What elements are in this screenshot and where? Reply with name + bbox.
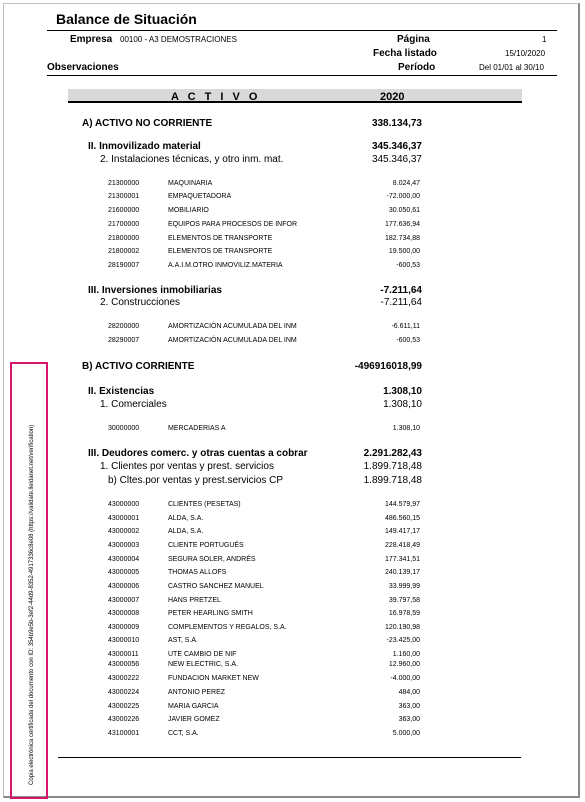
page-title: Balance de Situación: [56, 11, 197, 27]
account-description: CASTRO SANCHEZ MANUEL: [168, 583, 264, 590]
header-rule: [47, 75, 557, 76]
account-description: MARIA GARCIA: [168, 703, 219, 710]
subgroup-label: 2. Instalaciones técnicas, y otro inm. mat.: [100, 154, 284, 165]
account-amount: 182.734,88: [384, 235, 420, 242]
fecha-value: 15/10/2020: [505, 49, 546, 58]
account-code: 43000009: [108, 624, 140, 631]
activo-header-bar: [68, 89, 522, 103]
account-amount: 19.500,00: [388, 248, 420, 255]
section-amount: 338.134,73: [371, 118, 422, 129]
certification-text: Copia electrónica certificada del documento con ID: 354b9e5b-3ef2-44d9-8352-4917336c8e08 (https://validate.lleidanet.net/verification): [29, 424, 35, 785]
empresa-value: 00100 - A3 DEMOSTRACIONES: [120, 35, 237, 44]
account-amount: 149.417,17: [384, 528, 420, 535]
account-amount: 33.999,99: [388, 583, 420, 590]
account-code: 21300000: [108, 180, 140, 187]
account-amount: 8.024,47: [392, 180, 420, 187]
account-code: 28190007: [108, 262, 140, 269]
account-code: 21800000: [108, 235, 140, 242]
account-amount: -600,53: [396, 337, 420, 344]
account-amount: 486.560,15: [384, 515, 420, 522]
pagina-value: 1: [542, 35, 547, 44]
account-amount: -4.000,00: [390, 675, 420, 682]
account-description: JAVIER GOMEZ: [168, 716, 220, 723]
account-code: 28200000: [108, 323, 140, 330]
subgroup-label: b) Cltes.por ventas y prest.servicios CP: [108, 475, 284, 486]
group-heading: II. Existencias: [88, 386, 155, 397]
account-description: THOMAS ALLOFS: [168, 569, 227, 576]
subgroup-amount: -7.211,64: [380, 297, 422, 308]
account-amount: -23.425,00: [386, 637, 420, 644]
account-code: 43000006: [108, 583, 140, 590]
account-description: AMORTIZACIÓN ACUMULADA DEL INM: [168, 337, 297, 344]
subgroup-amount: 1.899.718,48: [363, 475, 422, 486]
account-code: 43000226: [108, 716, 140, 723]
subgroup-amount: 1.308,10: [383, 399, 422, 410]
account-amount: 12.960,00: [388, 661, 420, 668]
account-code: 43000222: [108, 675, 140, 682]
account-description: CLIENTE PORTUGUÉS: [168, 542, 244, 549]
account-amount: -6.611,11: [391, 323, 420, 330]
account-description: MERCADERIAS A: [168, 425, 226, 432]
section-heading: B) ACTIVO CORRIENTE: [82, 361, 195, 372]
account-code: 28290007: [108, 337, 140, 344]
account-code: 43000002: [108, 528, 140, 535]
account-amount: 1.160,00: [392, 651, 420, 658]
account-description: ALDA, S.A.: [168, 528, 204, 535]
account-amount: -72.000,00: [386, 193, 420, 200]
account-amount: 228.418,49: [384, 542, 420, 549]
account-amount: 177.636,94: [384, 221, 420, 228]
account-code: 21300001: [108, 193, 140, 200]
account-code: 43100001: [108, 730, 140, 737]
group-heading: III. Deudores comerc. y otras cuentas a cobrar: [88, 448, 308, 459]
account-amount: 363,00: [398, 703, 420, 710]
account-description: HANS PRETZEL: [168, 597, 221, 604]
account-description: NEW ELECTRIC, S.A.: [168, 661, 239, 668]
account-code: 43000011: [108, 651, 139, 658]
account-amount: -600,53: [396, 262, 420, 269]
pagina-label: Página: [397, 34, 430, 45]
account-amount: 177.341,51: [384, 556, 420, 563]
account-amount: 120.190,98: [384, 624, 420, 631]
group-amount: 1.308,10: [383, 386, 422, 397]
account-description: UTE CAMBIO DE NIF: [168, 651, 237, 658]
fecha-label: Fecha listado: [373, 48, 437, 59]
year-heading: 2020: [380, 91, 405, 103]
account-description: AST, S.A.: [168, 637, 198, 644]
account-amount: 363,00: [398, 716, 420, 723]
group-amount: 345.346,37: [371, 141, 422, 152]
account-code: 21800002: [108, 248, 140, 255]
account-description: FUNDACION MARKET NEW: [168, 675, 259, 682]
section-heading: A) ACTIVO NO CORRIENTE: [82, 118, 213, 129]
account-amount: 240.139,17: [384, 569, 420, 576]
account-description: AMORTIZACIÓN ACUMULADA DEL INM: [168, 323, 297, 330]
section-amount: -496916018,99: [354, 361, 422, 372]
account-amount: 39.797,58: [388, 597, 420, 604]
account-amount: 5.000,00: [392, 730, 420, 737]
account-description: EQUIPOS PARA PROCESOS DE INFOR: [168, 221, 298, 228]
account-code: 43000004: [108, 556, 140, 563]
observaciones-label: Observaciones: [47, 62, 119, 73]
account-code: 43000007: [108, 597, 140, 604]
account-description: CCT, S.A.: [168, 730, 199, 737]
group-heading: III. Inversiones inmobiliarias: [88, 285, 222, 296]
account-description: MAQUINARIA: [168, 180, 213, 187]
account-code: 21700000: [108, 221, 140, 228]
subgroup-label: 1. Comerciales: [100, 399, 167, 410]
account-code: 43000010: [108, 637, 140, 644]
account-code: 43000001: [108, 515, 140, 522]
account-description: COMPLEMENTOS Y REGALOS, S.A.: [168, 624, 287, 631]
account-description: ALDA, S.A.: [168, 515, 204, 522]
account-code: 43000224: [108, 689, 140, 696]
empresa-label: Empresa: [70, 34, 113, 45]
bottom-rule: [58, 757, 521, 758]
account-amount: 144.579,97: [384, 501, 420, 508]
subgroup-amount: 1.899.718,48: [363, 461, 422, 472]
account-code: 43000005: [108, 569, 140, 576]
account-description: MOBILIARIO: [168, 207, 209, 214]
account-description: EMPAQUETADORA: [168, 193, 232, 200]
group-amount: 2.291.282,43: [363, 448, 422, 459]
account-description: ANTONIO PEREZ: [168, 689, 226, 696]
periodo-label: Período: [398, 62, 436, 73]
subgroup-label: 2. Construcciones: [100, 297, 181, 308]
account-description: ELEMENTOS DE TRANSPORTE: [168, 248, 273, 255]
account-code: 43000056: [108, 661, 140, 668]
group-heading: II. Inmovilizado material: [88, 141, 201, 152]
account-code: 30000000: [108, 425, 140, 432]
account-description: PETER HEARLING SMITH: [168, 610, 253, 617]
account-amount: 1.308,10: [392, 425, 420, 432]
subgroup-amount: 345.346,37: [371, 154, 422, 165]
title-rule: [47, 30, 557, 31]
account-code: 43000003: [108, 542, 140, 549]
account-description: A.A.I.M.OTRO INMOVILIZ.MATERIA: [168, 262, 283, 269]
account-description: CLIENTES (PESETAS): [168, 501, 241, 508]
account-description: SEGURA SOLER, ANDRÉS: [168, 556, 256, 563]
account-amount: 30.050,61: [388, 207, 420, 214]
subgroup-label: 1. Clientes por ventas y prest. servicios: [100, 461, 274, 472]
group-amount: -7.211,64: [380, 285, 422, 296]
account-code: 43000000: [108, 501, 140, 508]
account-amount: 16.978,59: [388, 610, 420, 617]
account-code: 21600000: [108, 207, 140, 214]
periodo-value: Del 01/01 al 30/10: [479, 63, 544, 72]
account-amount: 484,00: [398, 689, 420, 696]
account-code: 43000008: [108, 610, 140, 617]
activo-heading: A C T I V O: [171, 91, 261, 103]
account-code: 43000225: [108, 703, 140, 710]
account-description: ELEMENTOS DE TRANSPORTE: [168, 235, 273, 242]
